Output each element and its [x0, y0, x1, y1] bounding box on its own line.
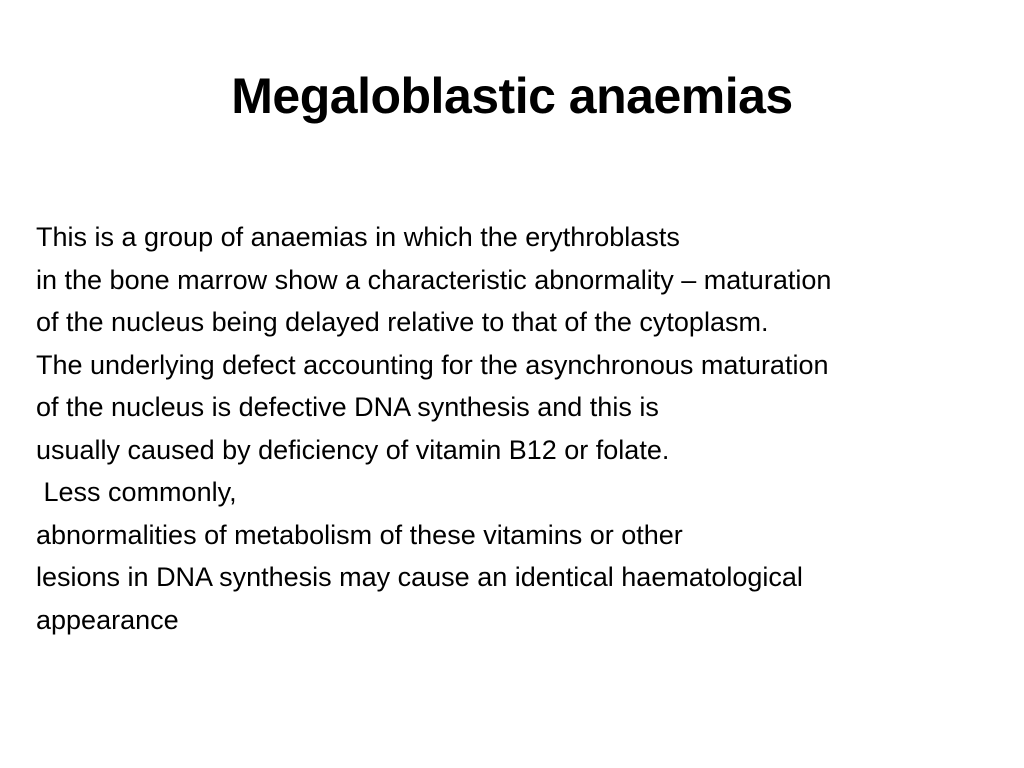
slide-body [36, 222, 976, 647]
slide-title: Megaloblastic anaemias [231, 68, 793, 124]
body-line: abnormalities of metabolism of these vitamins or other [36, 519, 683, 550]
body-line: Less commonly, [36, 477, 237, 507]
body-line: in the bone marrow show a characteristic abnormality – maturation [36, 264, 832, 295]
body-line: of the nucleus being delayed relative to that of the cytoplasm. [36, 307, 769, 337]
body-line: lesions in DNA synthesis may cause an identical haematological [36, 562, 803, 592]
body-line: usually caused by deficiency of vitamin B12 or folate. [36, 434, 670, 465]
body-line: This is a group of anaemias in which the erythroblasts [36, 222, 680, 252]
body-line: of the nucleus is defective DNA synthesis and this is [36, 392, 659, 422]
body-line: appearance [36, 604, 179, 635]
body-line: The underlying defect accounting for the asynchronous maturation [36, 349, 829, 380]
